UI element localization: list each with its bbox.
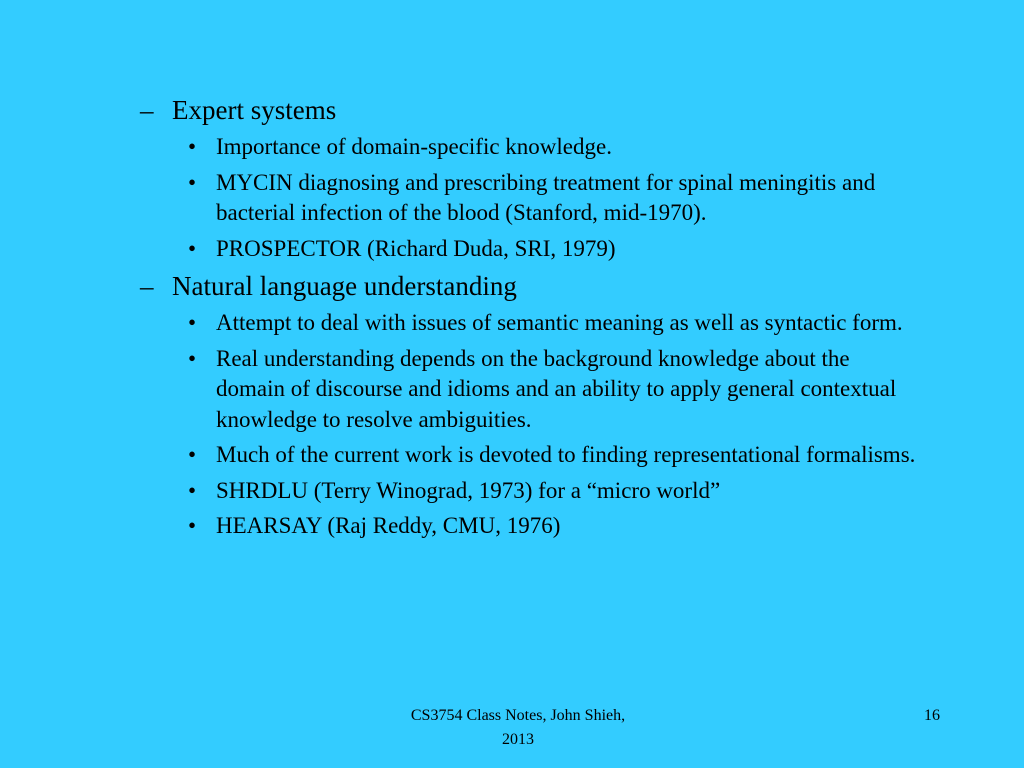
bullet-icon: • xyxy=(188,134,197,159)
list-item-text: Real understanding depends on the background knowledge about the domain of discourse and idioms and an ability to apply general contextual knowledge to resolve ambiguities. xyxy=(216,345,897,432)
footer-course-info xyxy=(360,704,676,752)
section-heading-text: Natural language understanding xyxy=(172,271,517,301)
list-item-text: Attempt to deal with issues of semantic meaning as well as syntactic form. xyxy=(216,310,903,335)
footer-course-line1: CS3754 Class Notes, John Shieh, xyxy=(410,707,626,724)
bullet-icon: • xyxy=(188,235,197,261)
list-item xyxy=(140,511,920,542)
bullet-icon: • xyxy=(188,477,197,503)
section-heading xyxy=(140,270,920,302)
list-item xyxy=(140,476,920,507)
list-item-text: Much of the current work is devoted to finding representational formalisms. xyxy=(216,442,916,467)
list-item xyxy=(140,440,920,471)
list-item xyxy=(140,308,920,339)
section-natural-language xyxy=(140,270,920,542)
list-item xyxy=(140,234,920,265)
section-expert-systems xyxy=(140,94,920,264)
slide-content xyxy=(140,88,920,547)
list-item-text: PROSPECTOR (Richard Duda, SRI, 1979) xyxy=(216,235,616,261)
bullet-icon: • xyxy=(188,513,197,538)
list-item-text: MYCIN diagnosing and prescribing treatment for spinal meningitis and bacterial infection of the blood (Stanford, mid-1970). xyxy=(216,169,876,225)
bullet-icon: • xyxy=(188,310,197,335)
bullet-list xyxy=(140,308,920,542)
bullet-list xyxy=(140,132,920,264)
bullet-icon: • xyxy=(188,442,197,467)
list-item-text: Importance of domain-specific knowledge. xyxy=(216,134,612,159)
footer-course-line2: 2013 xyxy=(502,731,534,748)
bullet-icon: • xyxy=(188,345,197,371)
slide-number: 16 xyxy=(924,707,940,724)
section-heading-text: Expert systems xyxy=(172,95,337,125)
bullet-icon: • xyxy=(188,169,197,195)
section-heading xyxy=(140,94,920,126)
list-item-text: HEARSAY (Raj Reddy, CMU, 1976) xyxy=(216,513,561,538)
dash-marker: – xyxy=(140,271,154,301)
list-item xyxy=(140,168,920,229)
list-item xyxy=(140,132,920,163)
list-item-text: SHRDLU (Terry Winograd, 1973) for a “micro world” xyxy=(216,477,721,503)
list-item xyxy=(140,344,920,436)
dash-marker: – xyxy=(140,95,154,125)
